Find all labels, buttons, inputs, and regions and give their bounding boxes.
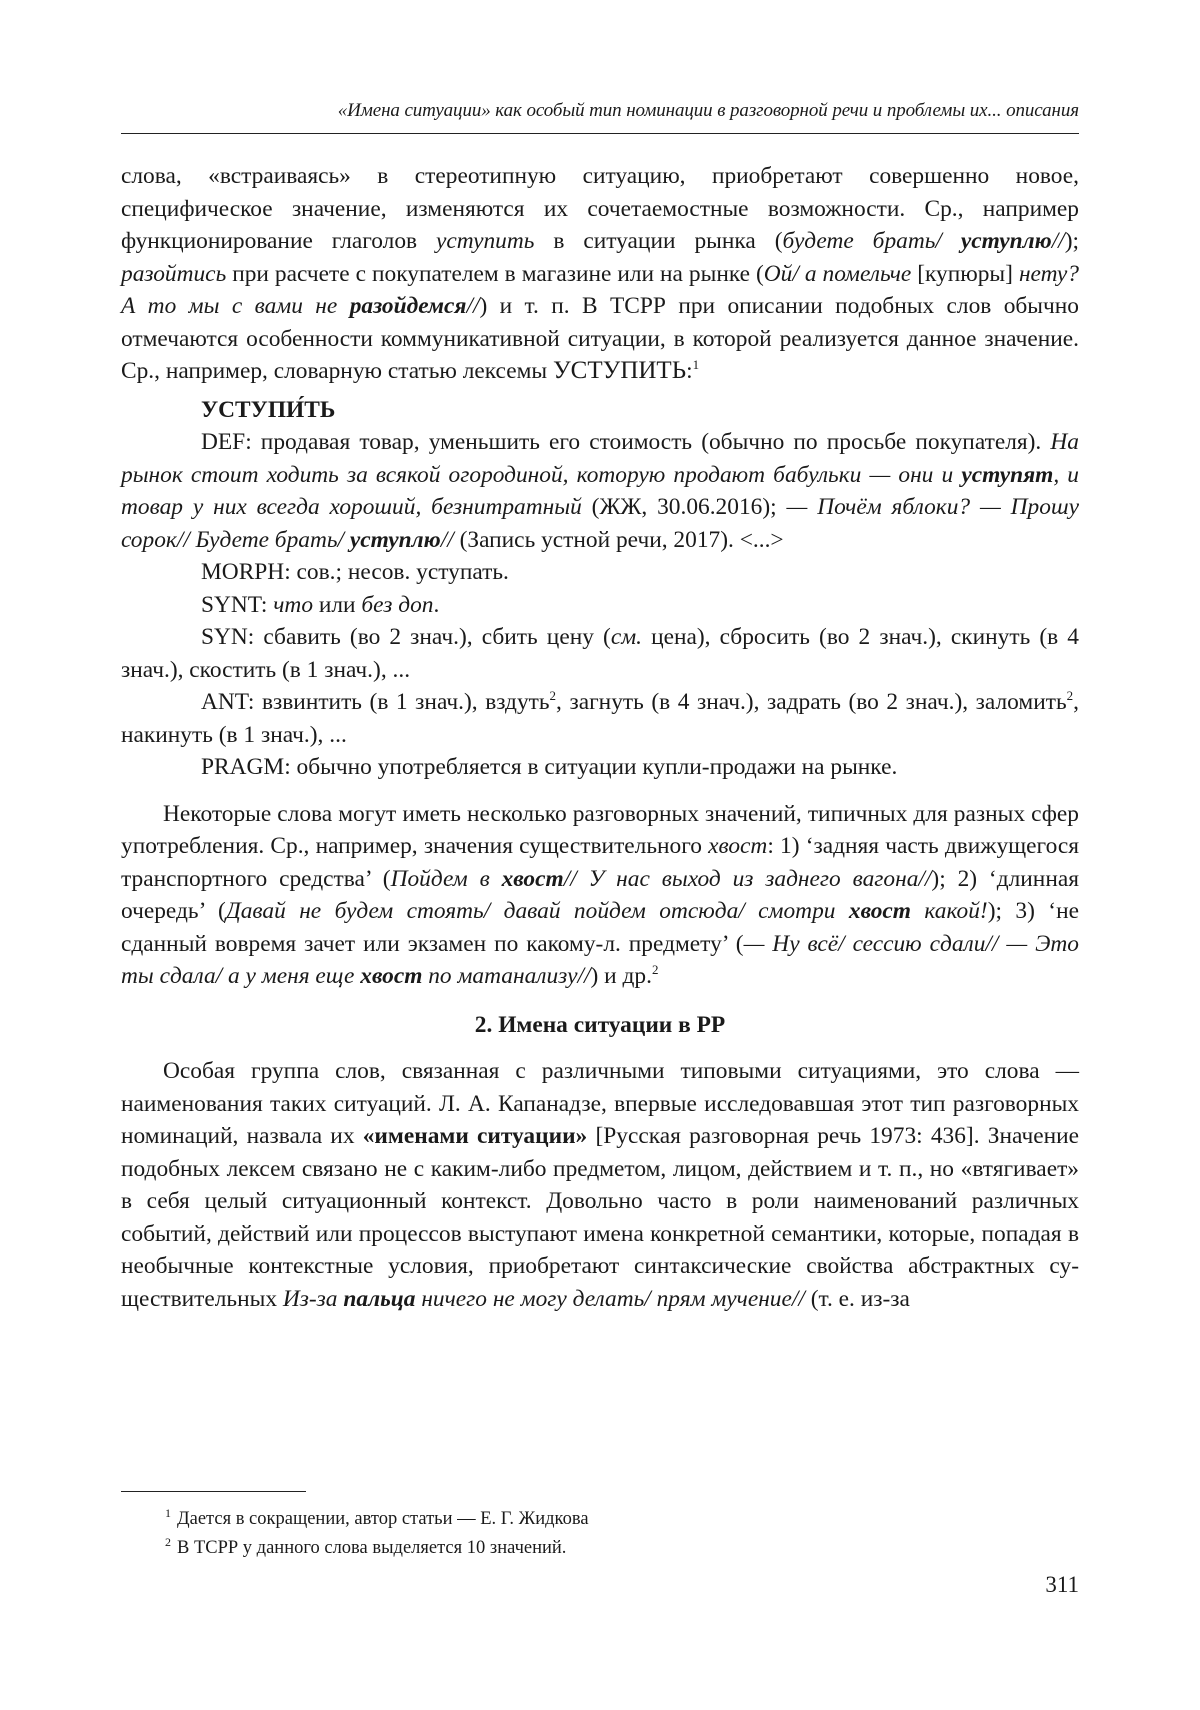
entry-syn: SYN: сбавить (во 2 знач.), сбить цену (см. цена), сбросить (во 2 знач.), скинуть (в 4 знач.), скостить (в 1 знач.), ... (121, 624, 1079, 683)
spacer (121, 784, 1079, 798)
entry-synt: SYNT: что или без доп. (201, 591, 440, 618)
entry-morph: MORPH: сов.; несов. уступать. (201, 559, 509, 585)
footnote-2: $^2$ В ТСРР у данного слова выделяется 10 значений. (165, 1534, 567, 1558)
footnotes (121, 1505, 1079, 1563)
entry-def: DEF: продавая товар, уменьшить его стоимость (обычно по просьбе покупателя). На рынок стоит ходить за всякой огородиной, которую продают бабульки — они и уступят, и товар у них всегда хороший, безнитратный (ЖЖ, 30.06.2016); — Почём яблоки? — Прошу сорок// Будете брать/ уступлю// (Запись устной речи, 2017). <...> (121, 429, 1079, 553)
entry-headword: УСТУПИ́ТЬ (201, 396, 336, 423)
section-title: 2. Имена ситуации в РР (474, 1011, 726, 1038)
running-head: «Имена ситуации» как особый тип номинации в разговорной речи и проблемы их... описания (337, 100, 1079, 121)
header-rule (121, 133, 1079, 134)
paragraph-2: Некоторые слова могут иметь несколько разговорных значений, типичных для разных сфер употребления. Ср., например, значения существительного хвост: 1) ‘задняя часть движущегося транспортного средства’ (Пойдем в хвост// У нас выход из заднего вагона//); 2) ‘длинная очередь’ (Давай не будем стоять/ давай пойдем отсюда/ смотри хвост какой!); 3) ‘не сданный вовремя зачет или экзамен по какому-л. предмету’ (— Ну всё/ сессию сдали// — Это ты сдала/ а у меня еще хвост по матанализу//) и др.$^2$ (121, 800, 1079, 989)
footnote-1: $^1$ Дается в сокращении, автор статьи — Е. Г. Жидкова (165, 1505, 589, 1529)
paragraph-3: Особая группа слов, связанная с различными типовыми ситуациями, это слова — наименования таких ситуаций. Л. А. Капанадзе, впервые исследовавшая этот тип разговорных номинаций, назвала их «именами ситуации» [Русская разговорная речь 1973: 436]. Значение подобных лексем связано не с каким-либо предметом, лицом, действием и т. п., но «втягивает» в себя целый ситуационный контекст. Довольно часто в роли наименований различных событий, действий или процессов выступают имена конкретной семантики, которые, попадая в необычные контекстные условия, приобретают синтаксические свойства абстрактных существительных Из-за пальца ничего не могу делать/ прям мучение// (т. е. из-за (121, 1058, 1080, 1312)
page-number: 311 (1045, 1572, 1079, 1597)
footnote-ref-1[interactable]: 1 (692, 357, 700, 373)
paragraph-1: слова, «встраиваясь» в стереотипную ситуацию, приобретают совершенно новое, специфическое значение, изменяются их сочетаемостные возможности. Ср., например функционирование глаголов уступить в ситуации рынка (будете брать/ уступлю//); разойтись при расчете с покупателем в магазине или на рынке (Ой/ а помельче [купюры] нету? А то мы с вами не разойдемся//) и т. п. В ТСРР при описании подобных слов обычно отмечаются особенности коммуникативной ситуации, в которой реализуется данное значение. Ср., например, словарную статью лексемы УСТУПИТЬ:$^1$ (121, 163, 1080, 384)
entry-ant: ANT: взвинтить (в 1 знач.), вздуть$^2$, загнуть (в 4 знач.), задрать (во 2 знач.), заломить$^2$, накинуть (в 1 знач.), ... (121, 688, 1079, 748)
footnote-rule (121, 1491, 306, 1492)
dictionary-entry (121, 394, 1079, 784)
main-text (121, 160, 1079, 1315)
entry-pragm: PRAGM: обычно употребляется в ситуации купли-продажи на рынке. (201, 754, 898, 780)
footnote-ref-2[interactable]: 2 (651, 962, 659, 978)
